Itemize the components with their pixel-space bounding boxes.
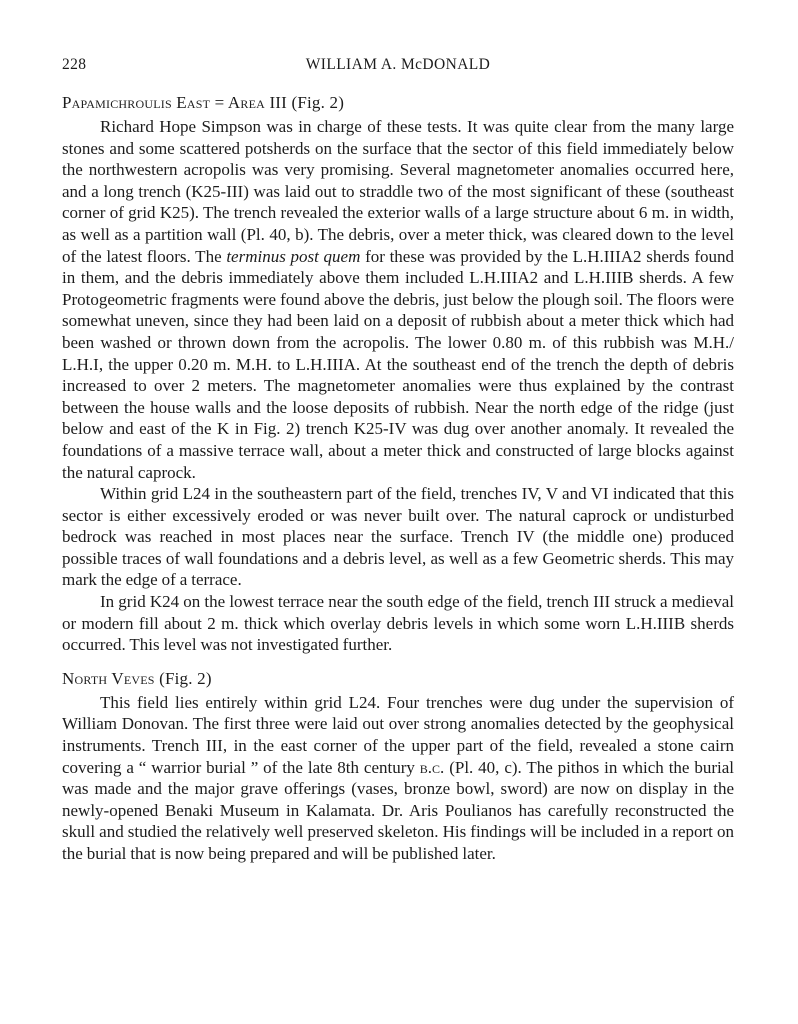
terminus-post-quem-term: terminus post quem — [226, 246, 361, 266]
heading-area-label: Area — [227, 93, 265, 112]
page-number: 228 — [62, 56, 87, 73]
heading-figure-ref: (Fig. 2) — [159, 668, 212, 688]
paragraph-text: (Pl. 40, c). The pithos in which the burial was made and the major grave offerings (vases, bronze bowl, sword) are now on display in the newly-opened Benaki Museum in Kalamata. Dr. Aris Poulianos has carefully reconstructed the skull and studied the relatively well preserved skeleton. His findings will be included in a report on the burial that is now being prepared and will be published later. — [62, 757, 735, 863]
heading-site-name: Papamichroulis East — [62, 93, 211, 112]
heading-figure-ref: (Fig. 2) — [291, 93, 345, 112]
heading-equals: = — [214, 93, 225, 112]
paragraph-text: for these was provided by the L.H.IIIA2 sherds found in them, and the debris immediately above them included L.H.IIIA2 and L.H.IIIB sherds. A few Protogeometric fragments were found above the debris, just below the plough soil. The floors were somewhat uneven, since they had been laid on a deposit of rubbish about a meter thick which had been washed or thrown down from the acropolis. The lower 0.80 m. of this rubbish was M.H./ L.H.I, the upper 0.20 m. M.H. to L.H.IIIA. At the southeast end of the trench the depth of debris increased to over 2 meters. The magnetometer anomalies were thus explained by the contrast between the house walls and the loose deposits of rubbish. Near the north edge of the ridge (just below and east of the K in Fig. 2) trench K25-IV was dug over another anomaly. It revealed the foundations of a massive terrace wall, about a meter thick and constructed of large blocks against the natural caprock. — [62, 246, 735, 482]
page — [62, 56, 734, 865]
paragraph-grid-l24: Within grid L24 in the southeastern part of the field, trenches IV, V and VI indicated that this sector is either excessively eroded or was never built over. The natural caprock or undisturbed bedrock was reached in most places near the surface. Trench IV (the middle one) produced possible traces of wall foundations and a debris level, as well as a few Geometric sherds. This may mark the edge of a terrace. — [62, 484, 734, 590]
paragraph-grid-k24: In grid K24 on the lowest terrace near the south edge of the field, trench III struck a medieval or modern fill about 2 m. thick which overlay debris levels in which some worn L.H.IIIB sherds occurred. This level was not investigated further. — [62, 592, 734, 655]
paragraph-simpson-tests — [62, 116, 734, 483]
section-heading-north-veves — [62, 668, 734, 690]
running-head — [62, 56, 734, 80]
paragraph-text: Richard Hope Simpson was in charge of these tests. It was quite clear from the many large stones and some scattered potsherds on the surface that the sector of this field immediately below the northwestern acropolis was very promising. Several magnetometer anomalies occurred here, and a long trench (K25-III) was laid out to straddle two of the most significant of these (southeast corner of grid K25). The trench revealed the exterior walls of a large structure about 6 m. in width, as well as a partition wall (Pl. 40, b). The debris, over a meter thick, was cleared down to the level of the latest floors. The — [62, 117, 734, 266]
paragraph-north-veves — [62, 692, 734, 865]
heading-area-number: III — [269, 93, 288, 112]
paragraph-text: This field lies entirely within grid L24. Four trenches were dug under the supervision of William Donovan. The first three were laid out over strong anomalies detected by the geophysical instruments. Trench III, in the east corner of the upper part of the field, revealed a stone cairn covering a “ warrior burial ” of the late 8th century — [62, 692, 734, 777]
section-heading-papamichroulis — [62, 92, 734, 114]
running-head-author: WILLIAM A. McDONALD — [305, 56, 491, 73]
heading-site-name: North Veves — [62, 668, 155, 688]
bc-abbreviation: b.c. — [419, 757, 445, 777]
